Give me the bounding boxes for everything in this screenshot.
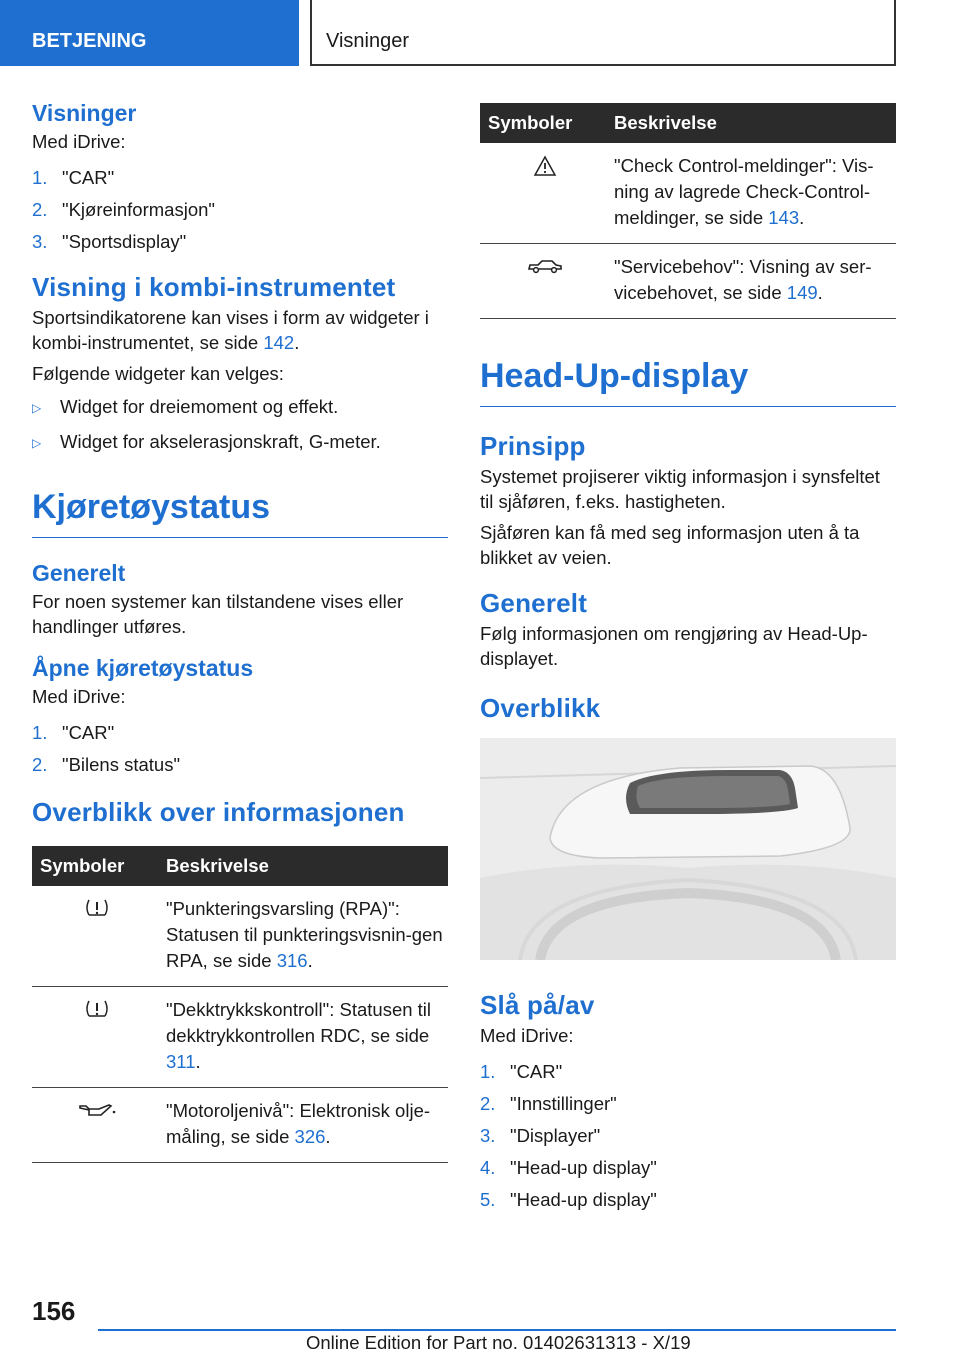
kombi-heading: Visning i kombi-instrumentet — [32, 272, 396, 302]
prinsipp-text-2: Sjåføren kan få med seg informasjon uten å ta blikket av veien. — [480, 522, 860, 568]
table-row: "Servicebehov": Visning av ser-vicebehovet, se side 149. — [480, 244, 896, 319]
list-item: 3. "Displayer" — [480, 1125, 601, 1146]
section-tab: BETJENING — [0, 0, 299, 66]
page-link[interactable]: 316 — [276, 950, 308, 971]
column-header-description: Beskrivelse — [606, 103, 896, 143]
kombi-para2: Følgende widgeter kan velges: — [32, 363, 284, 384]
tire-pressure-warning-icon — [84, 898, 110, 918]
table-header-row — [32, 846, 448, 886]
prinsipp-heading: Prinsipp — [480, 431, 586, 461]
list-item: 1. "CAR" — [32, 722, 115, 743]
onoff-intro: Med iDrive: — [480, 1025, 574, 1046]
page-link[interactable]: 149 — [786, 282, 818, 303]
widget-list — [32, 390, 448, 460]
oil-can-icon — [77, 1100, 117, 1120]
right-column — [480, 103, 896, 1216]
list-item: ▷ Widget for dreiemoment og effekt. — [32, 390, 448, 425]
left-column — [32, 100, 448, 1163]
page-header — [0, 0, 960, 66]
list-item: ▷ Widget for akselerasjonskraft, G-meter. — [32, 425, 448, 460]
hud-generelt-text: Følg informasjonen om rengjøring av Head-Up-displayet. — [480, 623, 868, 669]
overview-heading: Overblikk over informasjonen — [32, 797, 405, 827]
head-up-display-illustration — [480, 738, 896, 960]
list-item: 4. "Head-up display" — [480, 1157, 657, 1178]
hud-generelt-heading: Generelt — [480, 588, 588, 618]
hud-heading: Head-Up-display — [480, 357, 896, 407]
open-status-heading: Åpne kjøretøystatus — [32, 655, 254, 681]
list-item: 2. "Bilens status" — [32, 754, 181, 775]
page-link[interactable]: 326 — [294, 1126, 326, 1147]
visninger-heading: Visninger — [32, 100, 137, 126]
symbol-table — [480, 103, 896, 319]
table-row: "Dekktrykkskontroll": Statusen til dekktrykkontrollen RDC, se side 311. — [32, 987, 448, 1088]
warning-triangle-icon — [533, 155, 557, 177]
visninger-steps — [32, 162, 448, 258]
prinsipp-text-1: Systemet projiserer viktig informasjon i synsfeltet til sjåføren, f.eks. hastigheten. — [480, 466, 880, 512]
chapter-title: Visninger — [310, 0, 896, 66]
symbol-table — [32, 846, 448, 1163]
visninger-intro: Med iDrive: — [32, 131, 126, 152]
page-link[interactable]: 143 — [768, 207, 800, 228]
generelt-text: For noen systemer kan tilstandene vises eller handlinger utføres. — [32, 591, 404, 637]
car-service-icon — [526, 256, 564, 276]
onoff-steps — [480, 1056, 896, 1216]
kombi-para: Sportsindikatorene kan vises i form av widgeter i kombi-instrumentet, se side 142. — [32, 307, 429, 353]
column-header-description: Beskrivelse — [158, 846, 448, 886]
open-status-intro: Med iDrive: — [32, 686, 126, 707]
footer-divider — [98, 1329, 896, 1331]
list-item: 5. "Head-up display" — [480, 1189, 657, 1210]
column-header-symbols: Symboler — [32, 846, 158, 886]
generelt-heading: Generelt — [32, 560, 126, 586]
tire-pressure-warning-icon — [84, 999, 110, 1019]
triangle-bullet-icon: ▷ — [32, 401, 42, 415]
overblikk-heading: Overblikk — [480, 693, 601, 723]
list-item: 1. "CAR" — [480, 1061, 563, 1082]
list-item: 2. "Innstillinger" — [480, 1093, 617, 1114]
table-row: "Check Control-meldinger": Vis-ning av lagrede Check-Control-meldinger, se side 143. — [480, 143, 896, 244]
list-item: 3. "Sportsdisplay" — [32, 231, 187, 252]
page-link[interactable]: 142 — [263, 332, 295, 353]
page-link[interactable]: 311 — [166, 1051, 196, 1072]
status-heading: Kjøretøystatus — [32, 488, 448, 538]
column-header-symbols: Symboler — [480, 103, 606, 143]
page-number: 156 — [32, 1296, 76, 1326]
open-status-steps — [32, 717, 448, 781]
page-footer — [0, 1296, 960, 1362]
list-item: 2. "Kjøreinformasjon" — [32, 199, 215, 220]
hud-photo — [480, 738, 896, 960]
table-row: "Motoroljenivå": Elektronisk olje-måling, se side 326. — [32, 1088, 448, 1163]
edition-note: Online Edition for Part no. 01402631313 - X/19 — [306, 1332, 691, 1353]
list-item: 1. "CAR" — [32, 167, 115, 188]
table-row: "Punkteringsvarsling (RPA)": Statusen til punkteringsvisnin-gen RPA, se side 316. — [32, 886, 448, 987]
table-header-row — [480, 103, 896, 143]
onoff-heading: Slå på/av — [480, 990, 595, 1020]
triangle-bullet-icon: ▷ — [32, 436, 42, 450]
